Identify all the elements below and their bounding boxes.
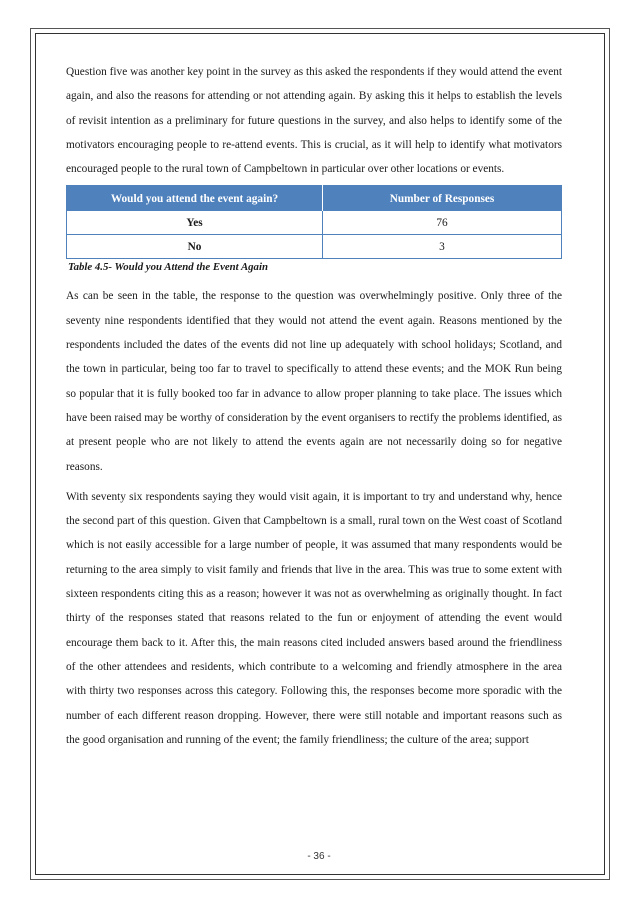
table-header-responses: Number of Responses [323, 186, 562, 212]
table-cell-count: 3 [323, 235, 562, 259]
table-caption: Table 4.5- Would you Attend the Event Again [68, 261, 268, 274]
attendance-table [66, 185, 562, 259]
page-content [66, 60, 562, 752]
table-cell-count: 76 [323, 211, 562, 235]
table-row [67, 211, 562, 235]
table-header-row [67, 186, 562, 212]
table-header-question: Would you attend the event again? [67, 186, 323, 212]
paragraph-response-analysis: As can be seen in the table, the response to the question was overwhelmingly positive. Only three of the seventy nine respondents identified that they would not attend the event again. Reasons mentioned by the respondents included the dates of the events did not line up adequately with school holidays; Scotland, and the town in particular, being too far to travel to specifically to attend these events; and the MOK Run being so popular that it is fully booked too far in advance to allow proper planning to take place. The issues which have been raised may be worthy of consideration by the event organisers to rectify the problems identified, as at present people who are not likely to attend the events again are not necessarily doing so for negative reasons. [66, 290, 562, 473]
paragraph-question-five: Question five was another key point in the survey as this asked the respondents if they would attend the event again, and also the reasons for attending or not attending again. By asking this it helps to establish the levels of revisit intention as a preliminary for future questions in the survey, and also helps to identify some of the motivators encouraging people to re-attend events. This is crucial, as it will help to identify what motivators encouraged people to the rural town of Campbeltown in particular over other locations or events. [66, 66, 562, 176]
table-cell-answer: No [67, 235, 323, 259]
page-number: - 36 - [307, 851, 331, 862]
table-cell-answer: Yes [67, 211, 323, 235]
table-row [67, 235, 562, 259]
paragraph-revisit-reasons: With seventy six respondents saying they would visit again, it is important to try and understand why, hence the second part of this question. Given that Campbeltown is a small, rural town on the West coast of Scotland which is not easily accessible for a large number of people, it was assumed that many respondents would be returning to the area simply to visit family and friends that live in the area. This was true to some extent with sixteen respondents citing this as a reason; however it was not as overwhelming as originally thought. In fact thirty of the responses stated that reasons related to the fun or enjoyment of attending the event would encourage them back to it. After this, the main reasons cited included answers based around the friendliness of the other attendees and residents, which contribute to a welcoming and friendly atmosphere in the area with thirty two responses across this category. Following this, the responses become more sporadic with the number of each different reason dropping. However, there were still notable and important reasons such as the good organisation and running of the event; the family friendliness; the culture of the area; support [66, 490, 562, 746]
